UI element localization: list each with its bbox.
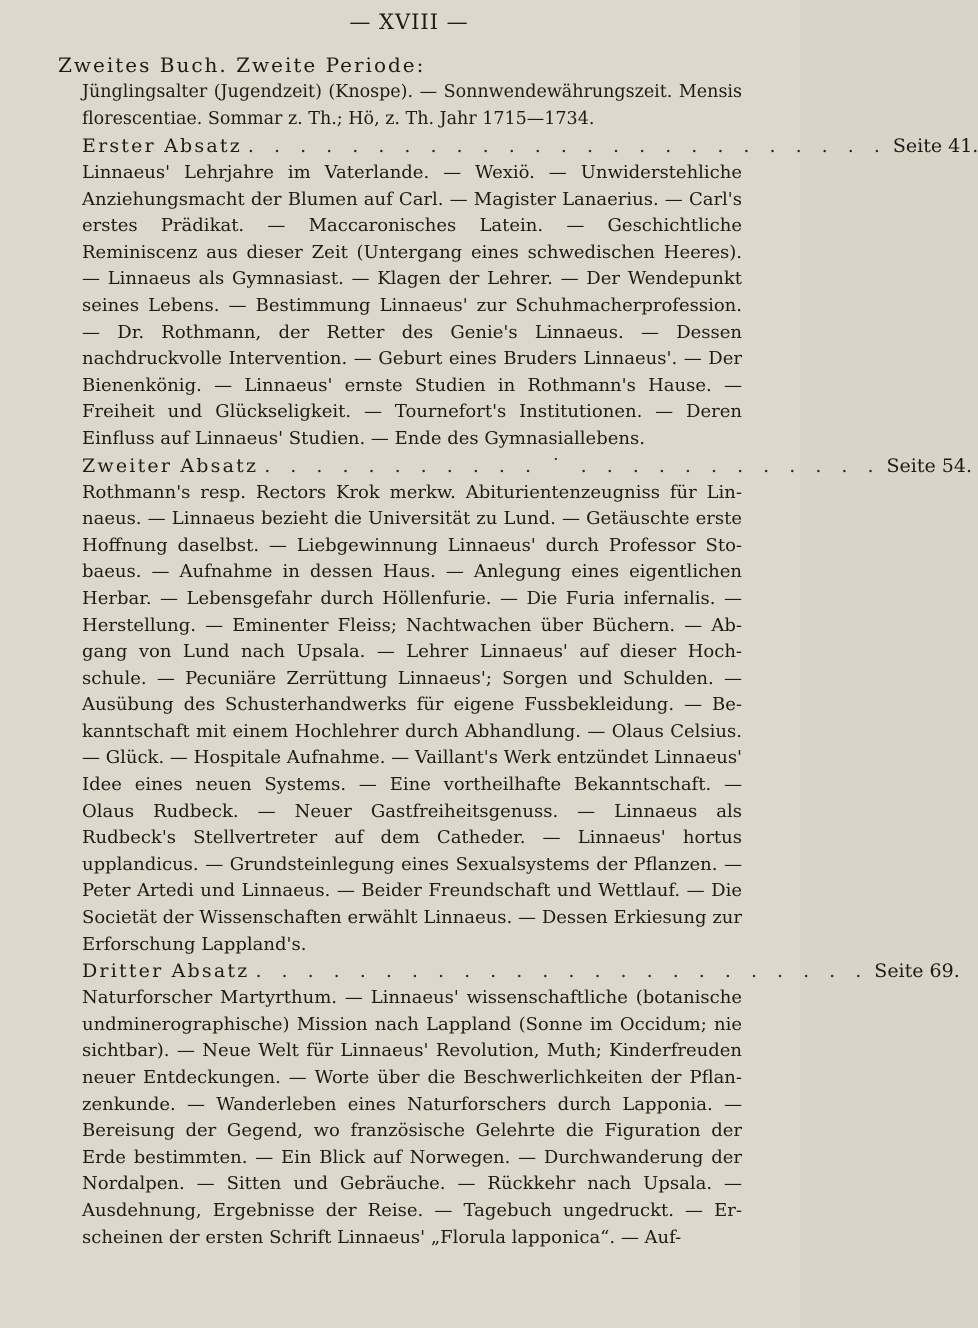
section-summary: Linnaeus' Lehrjahre im Vaterlande. — Wexiö. — Unwiderstehliche Anziehungsmacht der Blumen auf Carl. — Magister Lanaerius. — Carl's erstes Prädikat. — Maccaronisches Latein. — Geschichtliche Reminiscenz aus dieser Zeit (Untergang eines schwedischen Heeres). — Linnaeus als Gymnasiast. — Klagen der Lehrer. — Der Wendepunkt seines Lebens. — Bestimmung Linnaeus' zur Schuhmacherprofession. — Dr. Rothmann, der Retter des Genie's Linnaeus. — Dessen nachdruckvolle Intervention. — Geburt eines Bruders Linnaeus'. — Der Bienenkönig. — Linnaeus' ernste Studien in Rothmann's Hause. — Freiheit und Glückseligkeit. — Tournefort's Institutionen. — Deren Einfluss auf Linnaeus' Studien. — Ende des Gymnasiallebens. — [82, 162, 742, 449]
section-page-ref: Seite 41. — [892, 135, 978, 157]
section-label: Zweiter Absatz — [82, 454, 259, 477]
table-of-contents-body — [56, 79, 978, 1251]
section-erster-absatz — [82, 133, 978, 453]
section-page-ref: Seite 69. — [874, 960, 960, 983]
period-subtitle: Jünglingsalter (Jugendzeit) (Knospe). — Sonnwendewährungszeit. Mensis florescentiae. Sommar z. Th.; Hö, z. Th. Jahr 1715—1734. — [82, 82, 742, 129]
section-heading — [82, 453, 973, 480]
running-head-page-number: — XVIII — — [349, 10, 469, 34]
section-label: Dritter Absatz — [82, 960, 250, 983]
section-page-ref: Seite 54. — [886, 454, 973, 477]
dot-leader: . . . . . . . . . . . . . . . . . . . . . . . . — [255, 960, 869, 983]
book-title — [56, 52, 742, 79]
section-zweiter-absatz — [82, 453, 973, 959]
dot-leader: . . . . . . . . . . . ˙ . . . . . . . . . . . . — [264, 454, 881, 477]
section-dritter-absatz — [82, 958, 960, 1251]
section-summary: Rothmann's resp. Rectors Krok merkw. Abiturientenzeugniss für Linnaeus. — Linnaeus bezieht die Universität zu Lund. — Getäuschte erste Hoffnung daselbst. — Liebgewinnung Linnaeus' durch Professor Stobaeus. — Aufnahme in dessen Haus. — Anlegung eines eigentlichen Herbar. — Lebensgefahr durch Höllenfurie. — Die Furia infernalis. — Herstellung. — Eminenter Fleiss; Nachtwachen über Büchern. — Abgang von Lund nach Upsala. — Lehrer Linnaeus' auf dieser Hochschule. — Pecuniäre Zerrüttung Linnaeus'; Sorgen und Schulden. — Ausübung des Schusterhandwerks für eigene Fussbekleidung. — Bekanntschaft mit einem Hochlehrer durch Abhandlung. — Olaus Celsius. — Glück. — Hospitale Aufnahme. — Vaillant's Werk entzündet Linnaeus' Idee eines neuen Systems. — Eine vortheilhafte Bekanntschaft. — Olaus Rudbeck. — Neuer Gastfreiheitsgenuss. — Linnaeus als Rudbeck's Stellvertreter auf dem Catheder. — Linnaeus' hortus upplandicus. — Grundsteinlegung eines Sexualsystems der Pflanzen. — Peter Artedi und Linnaeus. — Beider Freundschaft und Wettlauf. — Die Societät der Wissenschaften erwählt Linnaeus. — Dessen Erkiesung zur Erforschung Lappland's. — [82, 481, 742, 955]
book-title-text: Zweites Buch. Zweite Periode: — [58, 53, 426, 77]
section-heading — [82, 958, 960, 985]
section-heading — [82, 133, 978, 160]
dot-leader: . . . . . . . . . . . . . . . . . . . . . . . . . — [247, 135, 887, 157]
section-summary: Naturforscher Martyrthum. — Linnaeus' wissenschaftliche (botanische undminerographische) Mission nach Lappland (Sonne im Occidum; nie sichtbar). — Neue Welt für Linnaeus' Revolution, Muth; Kinderfreuden neuer Entdeckungen. — Worte über die Beschwerlichkeiten der Pflanzenkunde. — Wanderleben eines Naturforschers durch Lapponia. — Bereisung der Gegend, wo französische Gelehrte die Figuration der Erde bestimmten. — Ein Blick auf Norwegen. — Durchwanderung der Nordalpen. — Sitten und Gebräuche. — Rückkehr nach Upsala. — Ausdehnung, Ergebnisse der Reise. — Tagebuch ungedruckt. — Erscheinen der ersten Schrift Linnaeus' „Florula lapponica“. — Auf- — [82, 987, 742, 1248]
section-label: Erster Absatz — [82, 135, 242, 157]
